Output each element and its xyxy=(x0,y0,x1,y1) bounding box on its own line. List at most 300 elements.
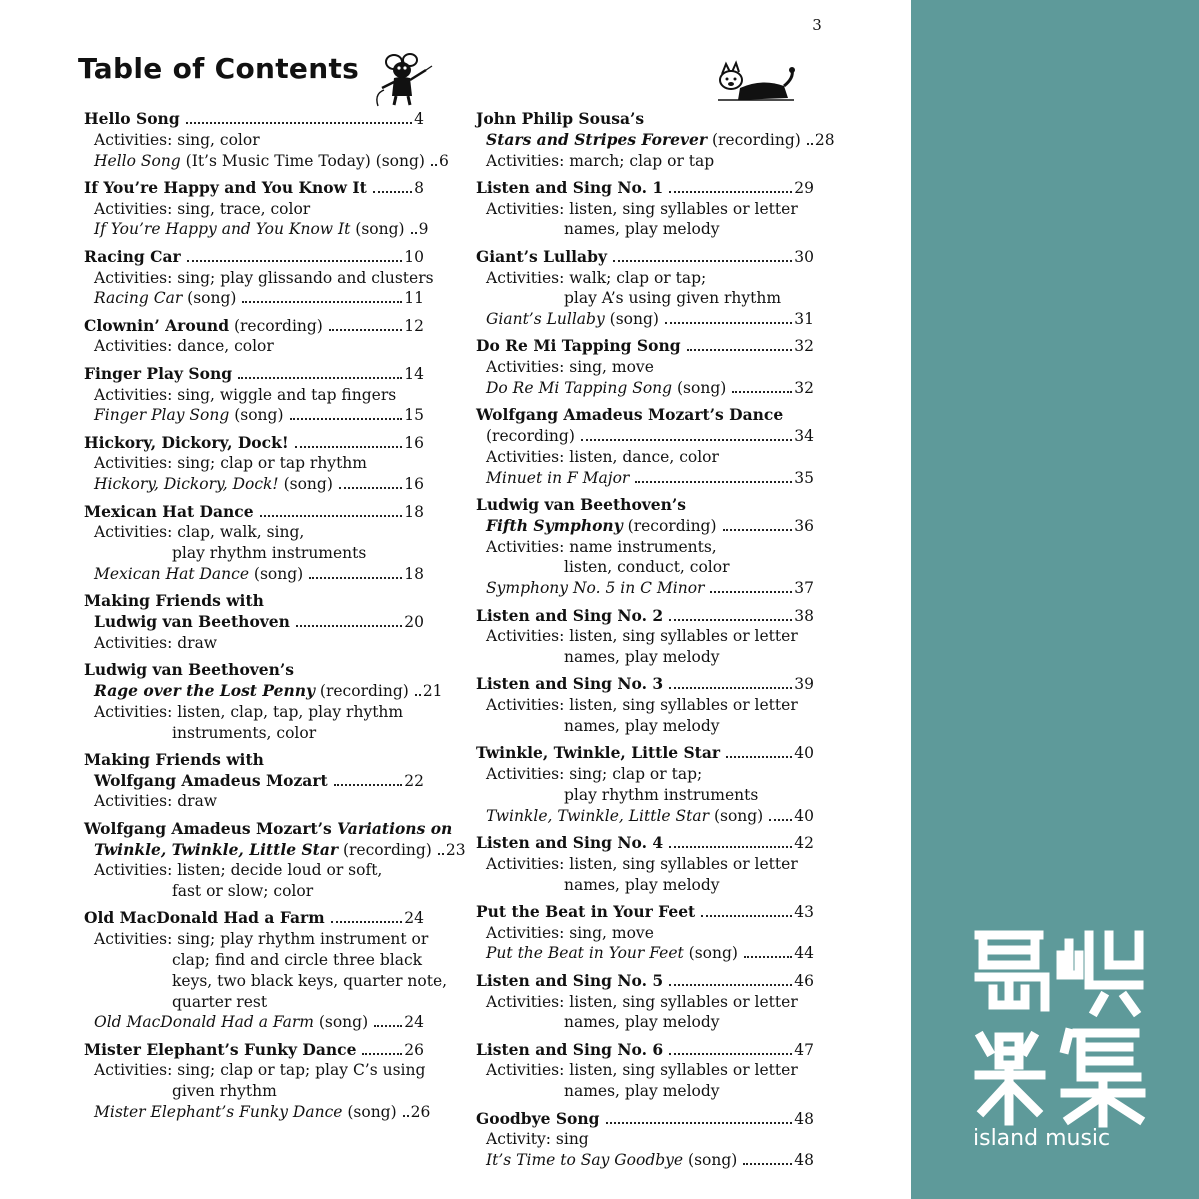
activities-text: Activities: march; clap or tap xyxy=(486,151,715,170)
leader-text xyxy=(476,1109,600,1130)
page-ref: 16 xyxy=(404,475,424,494)
leader-text xyxy=(476,178,663,199)
leader-text xyxy=(94,474,333,495)
toc-leader-line xyxy=(476,178,814,199)
activities-text: Activities: listen, sing syllables or letter xyxy=(486,696,798,715)
activities-line xyxy=(476,1060,814,1081)
page-ref: 40 xyxy=(794,806,814,825)
toc-entry xyxy=(84,908,448,1033)
leader-text xyxy=(486,806,763,827)
activities-continuation xyxy=(476,716,814,737)
toc-entry xyxy=(476,743,814,826)
toc-leader-line xyxy=(84,405,424,426)
toc-entry xyxy=(476,833,814,895)
toc-leader-line xyxy=(84,1040,424,1061)
song-title: Finger Play Song xyxy=(94,406,230,425)
entry-title: Making Friends with xyxy=(84,591,264,611)
entry-title: Listen and Sing No. 2 xyxy=(476,605,664,625)
song-title: Do Re Mi Tapping Song xyxy=(486,379,673,398)
activities-line xyxy=(476,199,814,220)
activities-line xyxy=(84,199,424,220)
toc-leader-line xyxy=(476,247,814,268)
activities-line xyxy=(84,453,424,474)
leader-text xyxy=(486,468,629,489)
page-ref: 36 xyxy=(794,516,814,535)
toc-entry xyxy=(84,177,429,240)
page-ref: 22 xyxy=(404,771,424,790)
activities-text: Activities: sing, wiggle and tap fingers xyxy=(94,385,397,404)
island-music-logo xyxy=(969,925,1149,1155)
activities-text: play A’s using given rhythm xyxy=(564,289,782,308)
page-ref: 15 xyxy=(404,406,424,425)
activities-text: Activities: sing; play rhythm instrument or xyxy=(94,930,429,949)
entry-title: Mexican Hat Dance xyxy=(84,501,254,521)
activities-continuation xyxy=(476,219,814,240)
toc-leader-line xyxy=(84,612,424,633)
page-ref: 21 xyxy=(422,681,443,700)
activities-text: Activity: sing xyxy=(486,1130,589,1149)
leader-text xyxy=(84,316,323,337)
leader-dots xyxy=(334,784,403,786)
toc-entry xyxy=(476,336,814,398)
activities-text: names, play melody xyxy=(564,717,720,736)
leader-text xyxy=(94,564,303,585)
activities-line xyxy=(84,130,424,151)
activities-text: Activities: sing, move xyxy=(486,358,654,377)
leader-dots xyxy=(362,1053,402,1055)
page-ref: 37 xyxy=(794,579,814,598)
entry-note: (recording) xyxy=(486,427,575,446)
leader-dots xyxy=(339,487,402,489)
entry-title: Wolfgang Amadeus Mozart xyxy=(94,770,328,790)
leader-dots xyxy=(242,301,402,303)
activities-continuation xyxy=(476,1012,814,1033)
entry-title: Ludwig van Beethoven xyxy=(94,612,290,632)
toc-leader-line xyxy=(476,1150,814,1171)
page-ref: 30 xyxy=(794,247,814,266)
song-title: Put the Beat in Your Feet xyxy=(486,944,684,963)
activities-text: Activities: sing, color xyxy=(94,130,260,149)
leader-dots xyxy=(431,164,437,166)
leader-text xyxy=(476,247,607,268)
song-title: It’s Time to Say Goodbye xyxy=(486,1151,684,1170)
entry-note: (song) xyxy=(683,944,738,963)
leader-dots xyxy=(331,921,403,923)
page-ref: 18 xyxy=(404,564,424,583)
page-number: 3 xyxy=(812,16,822,34)
activities-line xyxy=(476,992,814,1013)
activities-text: Activities: listen, clap, tap, play rhythm xyxy=(94,702,404,721)
toc-entry xyxy=(84,364,424,426)
song-title: Mister Elephant’s Funky Dance xyxy=(94,1103,343,1122)
toc-leader-line xyxy=(84,771,424,792)
activities-line xyxy=(84,268,434,289)
toc-leader-line xyxy=(84,364,424,385)
toc-entry xyxy=(84,316,424,358)
activities-text: fast or slow; color xyxy=(172,882,314,901)
toc-right-column xyxy=(476,109,835,1177)
activities-continuation xyxy=(84,971,448,992)
entry-title: Ludwig van Beethoven’s xyxy=(476,495,687,515)
toc-leader-line xyxy=(84,433,424,454)
activities-text: Activities: sing, trace, color xyxy=(94,199,311,218)
page-ref: 26 xyxy=(404,1040,424,1059)
entry-note: (song) xyxy=(342,1103,397,1122)
activities-continuation xyxy=(476,785,814,806)
activities-text: Activities: listen; decide loud or soft, xyxy=(94,861,383,880)
toc-leader-line xyxy=(84,109,424,130)
activities-text: Activities: listen, dance, color xyxy=(486,447,719,466)
entry-note: (recording) xyxy=(338,840,432,859)
page-ref: 14 xyxy=(404,364,424,383)
activities-continuation xyxy=(84,881,424,902)
toc-leader-line xyxy=(84,247,424,268)
activities-text: clap; find and circle three black xyxy=(172,950,423,969)
entry-title-line xyxy=(84,818,453,840)
activities-text: instruments, color xyxy=(172,723,317,742)
entry-title-line xyxy=(476,109,814,130)
entry-note: (song) xyxy=(229,406,284,425)
activities-text: keys, two black keys, quarter note, xyxy=(172,971,448,990)
page-ref: 20 xyxy=(404,613,424,632)
entry-title-line xyxy=(84,750,424,771)
toc-entry xyxy=(84,109,449,171)
leader-dots xyxy=(309,577,402,579)
page-ref: 44 xyxy=(794,944,814,963)
page-ref: 47 xyxy=(794,1040,814,1059)
conductor-mouse-illustration xyxy=(372,48,436,108)
leader-text xyxy=(94,681,409,702)
page-ref: 10 xyxy=(404,247,424,266)
leader-dots xyxy=(260,515,403,517)
page-ref: 26 xyxy=(410,1103,431,1122)
leader-dots xyxy=(669,687,792,689)
toc-leader-line xyxy=(476,336,814,357)
toc-entry xyxy=(476,1109,814,1171)
work-title: Stars and Stripes Forever xyxy=(486,129,708,149)
toc-entry xyxy=(84,433,424,495)
entry-title: Hello Song xyxy=(84,109,180,128)
entry-note: (song) xyxy=(683,1151,738,1170)
toc-leader-line xyxy=(476,309,814,330)
song-title: Twinkle, Twinkle, Little Star xyxy=(486,806,710,825)
toc-leader-line xyxy=(84,680,443,702)
toc-leader-line xyxy=(476,1109,814,1130)
toc-leader-line xyxy=(84,288,424,309)
toc-leader-line xyxy=(84,178,424,199)
toc-leader-line xyxy=(476,516,814,537)
leader-dots xyxy=(295,446,403,448)
toc-entry xyxy=(84,1039,431,1123)
toc-entry xyxy=(476,178,814,240)
entry-title: Wolfgang Amadeus Mozart’s Dance xyxy=(476,405,784,425)
activities-text: names, play melody xyxy=(564,875,720,894)
toc-leader-line xyxy=(476,943,814,964)
entry-title: Hickory, Dickory, Dock! xyxy=(84,432,289,452)
leader-dots xyxy=(744,956,792,958)
activities-line xyxy=(84,633,424,654)
leader-text xyxy=(94,612,290,633)
activities-text: names, play melody xyxy=(564,648,720,667)
leader-dots xyxy=(187,260,403,262)
entry-note: (recording) xyxy=(707,130,801,149)
activities-line xyxy=(476,357,814,378)
entry-note: (song) xyxy=(672,379,727,398)
toc-entry xyxy=(476,1040,814,1102)
song-title: Hello Song xyxy=(94,151,181,170)
leader-text xyxy=(94,840,432,861)
activities-text: quarter rest xyxy=(172,992,268,1011)
leader-dots xyxy=(403,1115,409,1117)
leader-text xyxy=(84,109,180,130)
activities-line xyxy=(84,385,424,406)
activities-text: Activities: listen, sing syllables or letter xyxy=(486,1061,798,1080)
page-ref: 31 xyxy=(794,310,814,329)
activities-line xyxy=(476,537,814,558)
entry-note: (recording) xyxy=(622,516,717,535)
leader-text xyxy=(486,309,659,330)
activities-line xyxy=(476,447,814,468)
activities-continuation xyxy=(476,557,814,578)
entry-note: (song) xyxy=(313,1013,369,1032)
page-ref: 18 xyxy=(404,502,424,521)
song-title: Racing Car xyxy=(94,289,183,308)
leader-text xyxy=(84,247,181,268)
leader-text xyxy=(486,943,738,964)
page-ref: 28 xyxy=(814,130,835,149)
entry-title: Listen and Sing No. 3 xyxy=(476,674,664,694)
activities-text: Activities: sing; play glissando and clusters xyxy=(94,268,434,287)
toc-leader-line xyxy=(476,1040,814,1061)
lying-dog-illustration xyxy=(714,58,798,106)
activities-text: Activities: sing; clap or tap; xyxy=(486,765,703,784)
leader-text xyxy=(486,426,575,447)
entry-title: Old MacDonald Had a Farm xyxy=(84,908,325,928)
page-title: Table of Contents xyxy=(78,52,360,85)
toc-leader-line xyxy=(476,743,814,764)
activities-continuation xyxy=(84,950,424,971)
activities-text: Activities: draw xyxy=(94,792,218,811)
toc-leader-line xyxy=(84,502,424,523)
entry-title: Finger Play Song xyxy=(84,363,233,383)
activities-text: names, play melody xyxy=(564,1013,720,1032)
activities-text: listen, conduct, color xyxy=(564,558,730,577)
entry-note: (song) xyxy=(604,310,659,329)
leader-dots xyxy=(665,322,792,324)
brand-side-panel xyxy=(911,0,1199,1199)
activities-line xyxy=(84,1060,424,1081)
leader-dots xyxy=(726,756,792,758)
entry-note: (song) xyxy=(182,289,237,308)
activities-continuation xyxy=(476,288,814,309)
entry-title-line xyxy=(476,405,814,426)
page-ref: 32 xyxy=(794,379,814,398)
leader-dots xyxy=(732,391,792,393)
page-ref: 34 xyxy=(794,427,814,446)
page-ref: 29 xyxy=(794,178,814,197)
entry-title: John Philip Sousa’s xyxy=(476,109,645,128)
song-title: If You’re Happy and You Know It xyxy=(94,220,351,239)
leader-text xyxy=(476,606,663,627)
entry-note: (recording) xyxy=(229,316,323,335)
leader-dots xyxy=(635,481,792,483)
song-title: Old MacDonald Had a Farm xyxy=(94,1013,314,1032)
toc-leader-line xyxy=(476,129,835,151)
page-ref: 23 xyxy=(445,840,466,859)
entry-title: Clownin’ Around xyxy=(84,315,230,335)
leader-text xyxy=(84,502,254,523)
activities-text: Activities: sing, move xyxy=(486,923,654,942)
leader-text xyxy=(476,833,663,854)
entry-note: (song) xyxy=(249,564,304,583)
page-ref: 48 xyxy=(794,1151,814,1170)
page-ref: 32 xyxy=(794,337,814,356)
entry-title: Listen and Sing No. 4 xyxy=(476,833,664,852)
activities-continuation xyxy=(476,875,814,896)
leader-dots xyxy=(687,349,793,351)
entry-title: Wolfgang Amadeus Mozart’s xyxy=(84,818,338,838)
leader-text xyxy=(486,1150,737,1171)
toc-leader-line xyxy=(476,806,814,827)
page-ref: 12 xyxy=(404,316,424,335)
entry-title: Giant’s Lullaby xyxy=(476,246,607,266)
toc-leader-line xyxy=(84,1012,424,1033)
song-title: Mexican Hat Dance xyxy=(94,564,249,583)
activities-line xyxy=(84,860,424,881)
activities-line xyxy=(84,522,424,543)
activities-text: play rhythm instruments xyxy=(172,544,367,563)
leader-dots xyxy=(186,122,412,124)
toc-leader-line xyxy=(84,839,466,861)
entry-title-line xyxy=(84,591,424,612)
page-ref: 35 xyxy=(794,468,814,487)
entry-note: (recording) xyxy=(315,681,409,700)
toc-left-column xyxy=(84,109,466,1129)
activities-text: names, play melody xyxy=(564,220,720,239)
activities-line xyxy=(476,854,814,875)
toc-leader-line xyxy=(476,606,814,627)
song-title: Giant’s Lullaby xyxy=(486,310,605,329)
entry-title: Listen and Sing No. 6 xyxy=(476,1039,664,1059)
page-ref: 48 xyxy=(794,1109,814,1128)
brand-text: island music xyxy=(973,1126,1111,1151)
activities-continuation xyxy=(84,723,424,744)
activities-text: Activities: sing; clap or tap rhythm xyxy=(94,454,367,473)
leader-text xyxy=(84,364,232,385)
leader-dots xyxy=(669,984,792,986)
page-ref: 9 xyxy=(418,220,429,239)
activities-line xyxy=(476,764,814,785)
entry-title: Do Re Mi Tapping Song xyxy=(476,336,681,356)
page-ref: 40 xyxy=(794,744,814,763)
leader-dots xyxy=(613,260,792,262)
page-ref: 38 xyxy=(794,606,814,625)
leader-dots xyxy=(329,329,402,331)
leader-text xyxy=(94,405,284,426)
activities-text: Activities: listen, sing syllables or letter xyxy=(486,199,798,218)
leader-dots xyxy=(415,694,421,696)
activities-text: Activities: listen, sing syllables or letter xyxy=(486,854,798,873)
leader-text xyxy=(94,771,328,792)
leader-dots xyxy=(373,191,412,193)
leader-dots xyxy=(669,619,792,621)
leader-dots xyxy=(374,1025,402,1027)
leader-text xyxy=(476,1040,663,1061)
activities-text: Activities: draw xyxy=(94,633,218,652)
page-ref: 16 xyxy=(404,433,424,452)
entry-title: Goodbye Song xyxy=(476,1108,600,1128)
leader-text xyxy=(84,178,367,199)
entry-title: Ludwig van Beethoven’s xyxy=(84,660,295,680)
leader-dots xyxy=(438,853,444,855)
toc-entry xyxy=(84,246,434,309)
leader-text xyxy=(84,1040,356,1061)
work-title: Variations on xyxy=(337,818,453,838)
toc-leader-line xyxy=(84,219,429,240)
activities-text: Activities: listen, sing syllables or letter xyxy=(486,627,798,646)
toc-entry xyxy=(84,818,466,902)
toc-leader-line xyxy=(84,1102,431,1123)
entry-title: Making Friends with xyxy=(84,749,264,769)
page-ref: 4 xyxy=(414,110,424,128)
activities-line xyxy=(476,268,814,289)
toc-leader-line xyxy=(476,578,814,599)
song-title: Hickory, Dickory, Dock! xyxy=(94,475,279,494)
leader-text xyxy=(84,908,325,929)
leader-dots xyxy=(606,1122,793,1124)
leader-text xyxy=(476,902,695,923)
toc-entry xyxy=(476,247,814,330)
page-ref: 43 xyxy=(794,902,814,921)
activities-line xyxy=(84,702,424,723)
toc-entry xyxy=(84,591,424,653)
activities-continuation xyxy=(84,1081,424,1102)
toc-leader-line xyxy=(84,564,424,585)
page-ref: 42 xyxy=(794,834,814,852)
leader-dots xyxy=(296,625,402,627)
leader-text xyxy=(476,336,681,357)
toc-entry xyxy=(476,109,835,171)
activities-line xyxy=(84,336,424,357)
activities-text: Activities: walk; clap or tap; xyxy=(486,268,707,287)
work-title: Fifth Symphony xyxy=(486,515,623,535)
toc-entry xyxy=(84,660,443,743)
toc-leader-line xyxy=(84,151,449,172)
song-title: Symphony No. 5 in C Minor xyxy=(486,579,705,598)
leader-text xyxy=(94,1102,397,1123)
work-title: Rage over the Lost Penny xyxy=(94,680,315,700)
toc-entry xyxy=(84,502,424,585)
toc-leader-line xyxy=(476,902,814,923)
activities-text: Activities: sing; clap or tap; play C’s using xyxy=(94,1061,426,1080)
leader-text xyxy=(476,743,720,764)
activities-text: Activities: clap, walk, sing, xyxy=(94,523,305,542)
activities-line xyxy=(476,151,814,172)
page-ref: 46 xyxy=(794,971,814,990)
leader-dots xyxy=(290,418,403,420)
work-title: Twinkle, Twinkle, Little Star xyxy=(94,839,339,859)
toc-leader-line xyxy=(476,971,814,992)
toc-leader-line xyxy=(84,908,424,929)
leader-dots xyxy=(769,819,792,821)
entry-note: (song) xyxy=(278,475,333,494)
toc-leader-line xyxy=(476,378,814,399)
activities-text: names, play melody xyxy=(564,1082,720,1101)
leader-text xyxy=(486,516,717,537)
entry-title: Twinkle, Twinkle, Little Star xyxy=(476,743,721,763)
entry-title: Mister Elephant’s Funky Dance xyxy=(84,1039,357,1059)
toc-entry xyxy=(476,902,814,964)
